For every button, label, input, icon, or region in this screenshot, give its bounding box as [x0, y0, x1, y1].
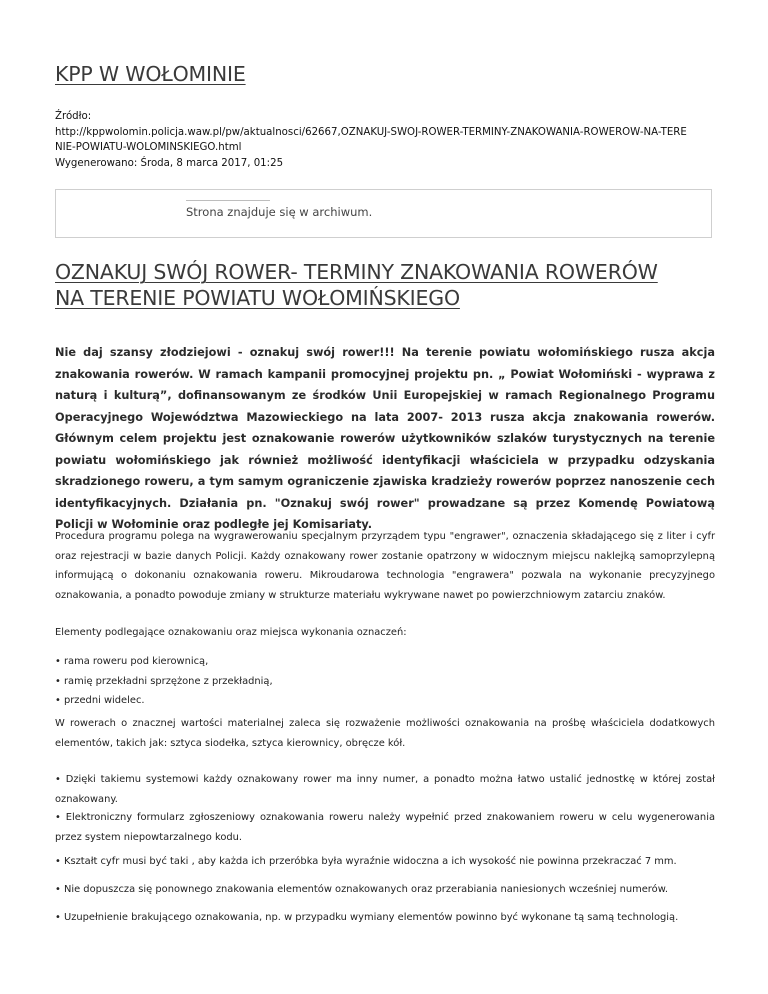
note-paragraph: • Uzupełnienie brakującego oznakowania, np. w przypadku wymiany elementów powinno być wykonane tą samą technologią. [55, 912, 679, 923]
generated-date: Wygenerowano: Środa, 8 marca 2017, 01:25 [55, 157, 284, 169]
headline-line-1: OZNAKUJ SWÓJ ROWER- TERMINY ZNAKOWANIA ROWERÓW [55, 260, 658, 284]
note-paragraph: • Kształt cyfr musi być taki , aby każda ich przeróbka była wyraźnie widoczna a ich wysokość nie powinna przekraczać 7 mm. [55, 856, 677, 867]
article-headline [55, 259, 735, 311]
elements-list [55, 652, 715, 711]
archive-notice: Strona znajduje się w archiwum. [186, 205, 373, 219]
procedure-paragraph: Procedura programu polega na wygrawerowaniu specjalnym przyrządem typu "engrawer", oznaczenia składającego się z liter i cyfr oraz rejestracji w bazie danych Policji. Każdy oznakowany rower zostanie opatrzony w widocznym miejscu naklejką samoprzylepną informującą o dokonaniu oznakowania roweru. Mikroudarowa technologia "engrawera" pozwala na wykonanie precyzyjnego oznakowania, a ponadto powoduje zmiany w strukturze materiału wykrywane nawet po powierzchniowym zatarciu znaków. [55, 531, 715, 602]
source-url-line-1: http://kppwolomin.policja.waw.pl/pw/aktualnosci/62667,OZNAKUJ-SWOJ-ROWER-TERMINY-ZNAKOWANIA-ROWEROW-NA-TERE [55, 126, 687, 138]
source-meta [55, 109, 720, 171]
headline-line-2: NA TERENIE POWIATU WOŁOMIŃSKIEGO [55, 286, 460, 310]
list-item: • rama roweru pod kierownicą, [55, 656, 209, 667]
source-url-line-2: NIE-POWIATU-WOLOMINSKIEGO.html [55, 142, 242, 153]
archive-notice-box [55, 189, 712, 238]
article-lead: Nie daj szansy złodziejowi - oznakuj swój rower!!! Na terenie powiatu wołomińskiego rusza akcja znakowania rowerów. W ramach kampanii promocyjnej projektu pn. „ Powiat Wołomiński - wyprawa z naturą i kulturą”, dofinansowanym ze środków Unii Europejskiej w ramach Regionalnego Programu Operacyjnego Województwa Mazowieckiego na lata 2007- 2013 rusza akcja znakowania rowerów. Głównym celem projektu jest oznakowanie rowerów użytkowników szlaków turystycznych na terenie powiatu wołomińskiego jak również możliwość identyfikacji właściciela w przypadku odzyskania skradzionego roweru, a tym samym ograniczenie zjawiska kradzieży rowerów poprzez nanoszenie cech identyfikacyjnych. Działania pn. "Oznakuj swój rower" prowadzane są przez Komendę Powiatową Policji w Wołominie oraz podległe jej Komisariaty. [55, 346, 715, 531]
list-item: • ramię przekładni sprzężone z przekładnią, [55, 675, 273, 687]
valuable-bikes-paragraph: W rowerach o znacznej wartości materialnej zaleca się rozważenie możliwości oznakowania na prośbę właściciela dodatkowych elementów, takich jak: sztyca siodełka, sztyca kierownicy, obręcze kół. [55, 718, 715, 749]
elements-intro: Elementy podlegające oznakowaniu oraz miejsca wykonania oznaczeń: [55, 627, 407, 638]
site-title[interactable]: KPP W WOŁOMINIE [55, 62, 246, 86]
note-paragraph: • Elektroniczny formularz zgłoszeniowy oznakowania roweru należy wypełnić przed znakowaniem roweru w celu wygenerowania przez system niepowtarzalnego kodu. [55, 812, 715, 843]
archive-divider [186, 200, 270, 201]
source-label: Źródło: [55, 111, 92, 122]
note-paragraph: • Nie dopuszcza się ponownego znakowania elementów oznakowanych oraz przerabiania naniesionych wcześniej numerów. [55, 884, 668, 895]
note-paragraph: • Dzięki takiemu systemowi każdy oznakowany rower ma inny numer, a ponadto można łatwo ustalić jednostkę w której został oznakowany. [55, 774, 715, 805]
list-item: • przedni widelec. [55, 695, 145, 706]
